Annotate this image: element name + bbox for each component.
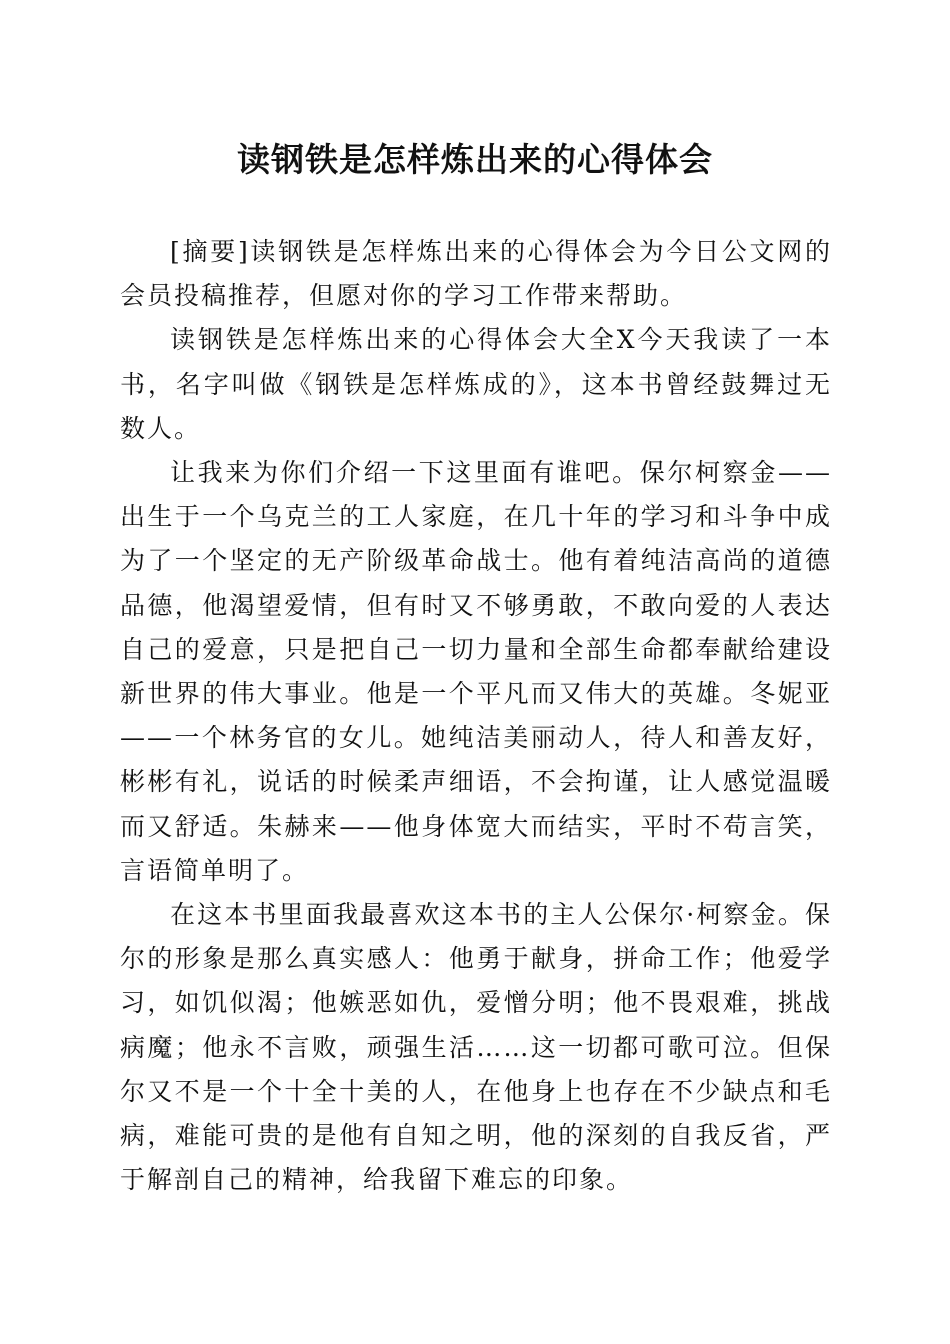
paragraph-abstract: [摘要]读钢铁是怎样炼出来的心得体会为今日公文网的会员投稿推荐，但愿对你的学习工作带来帮助。	[120, 237, 832, 311]
document-body	[120, 230, 832, 1202]
paragraph-intro: 读钢铁是怎样炼出来的心得体会大全X今天我读了一本书，名字叫做《钢铁是怎样炼成的》，这本书曾经鼓舞过无数人。	[120, 325, 832, 443]
paragraph-characters: 让我来为你们介绍一下这里面有谁吧。保尔柯察金——出生于一个乌克兰的工人家庭，在几十年的学习和斗争中成为了一个坚定的无产阶级革命战士。他有着纯洁高尚的道德品德，他渴望爱情，但有时又不够勇敢，不敢向爱的人表达自己的爱意，只是把自己一切力量和全部生命都奉献给建设新世界的伟大事业。他是一个平凡而又伟大的英雄。冬妮亚——一个林务官的女儿。她纯洁美丽动人，待人和善友好，彬彬有礼，说话的时候柔声细语，不会拘谨，让人感觉温暖而又舒适。朱赫来——他身体宽大而结实，平时不苟言笑，言语简单明了。	[120, 458, 832, 885]
paragraph-favorite-character: 在这本书里面我最喜欢这本书的主人公保尔·柯察金。保尔的形象是那么真实感人：他勇于献身，拼命工作；他爱学习，如饥似渴；他嫉恶如仇，爱憎分明；他不畏艰难，挑战病魔；他永不言败，顽强生活……这一切都可歌可泣。但保尔又不是一个十全十美的人，在他身上也存在不少缺点和毛病，难能可贵的是他有自知之明，他的深刻的自我反省，严于解剖自己的精神，给我留下难忘的印象。	[120, 900, 832, 1195]
document-title: 读钢铁是怎样炼出来的心得体会	[237, 140, 713, 179]
